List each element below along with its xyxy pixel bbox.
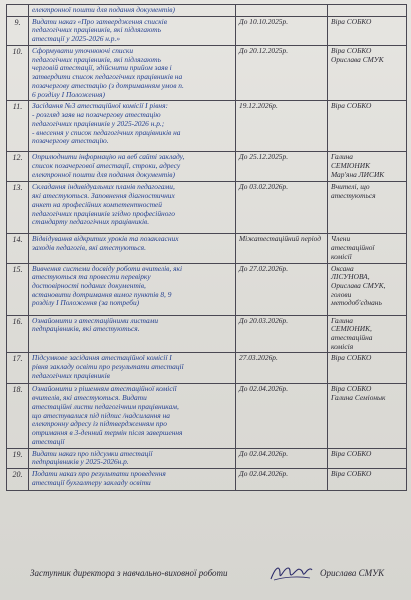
row-number: 14. [7,234,29,263]
responsible-cell [328,152,407,182]
term-cell: До 27.02.2026р. [236,263,328,315]
table-row [7,45,407,100]
task-text-line: Відвідування відкритих уроків та позакласних [32,234,179,244]
task-text-line: - розгляд заяв на позачергову атестацію [32,110,161,120]
responsible-text-line: ЛІСУНОВА, [331,272,370,282]
row-number: 9. [7,16,29,45]
task-text-line: рівня закладу освіти про результати атестації [32,362,184,372]
term-cell: До 02.04.2026р. [236,448,328,468]
responsible-cell [328,263,407,315]
row-number: 12. [7,152,29,182]
attestation-plan-table [6,4,407,491]
task-text-line: атестації бухгалтеру закладу освіти [32,477,151,487]
row-number: 20. [7,469,29,491]
task-text-line: педпрацівників у 2025-2026н.р. [32,457,129,467]
row-number: 19. [7,448,29,468]
responsible-text-line: Члени [331,234,351,244]
task-text-line: - внесення у список педагогічних працівників на [32,127,181,137]
task-text-line: педагогічних працівників, які підлягають [32,54,162,64]
task-cell [29,469,236,491]
term-cell: До 02.04.2026р. [236,384,328,448]
responsible-text-line: Галина Семіонык [331,393,386,403]
term-cell: Міжатестаційний період [236,234,328,263]
table-row [7,234,407,263]
table-row [7,353,407,384]
term-cell: До 03.02.2026р. [236,182,328,234]
task-cell [29,384,236,448]
task-text-line: Сформувати уточнюючі списки [32,45,134,55]
task-text-line: електронної пошти для подання документів) [32,5,175,14]
responsible-text-line: Орислава СМУК [331,54,384,64]
term-cell [236,5,328,17]
row-number: 13. [7,182,29,234]
handwritten-signature [268,562,314,584]
signer-name: Орислава СМУК [320,568,385,578]
task-cell [29,152,236,182]
task-text-line: отримання в 3-денний термін після завершення [32,428,183,438]
task-text-line: вчителів, які атестуються. Видати [32,393,147,403]
task-text-line: Ознайомити з рішенням атестаційної комісії [32,384,177,394]
task-cell [29,5,236,17]
task-text-line: черговій атестації, здійснити прийом заяв і [32,63,172,73]
task-text-line: педагогічних працівників [32,370,110,380]
task-text-line: що атестувалися під підпис /надсилання на [32,410,170,420]
task-text-line: Вивчення системи досвіду роботи вчителів, які [32,263,183,273]
responsible-text-line: атестаційної [331,243,375,253]
task-text-line: затвердити список педагогічних працівників на [32,72,183,82]
task-cell [29,353,236,384]
responsible-text-line: Віра СОБКО [331,16,372,26]
task-text-line: Видати наказ про підсумки атестації [32,448,153,458]
responsible-cell [328,448,407,468]
responsible-cell [328,234,407,263]
task-text-line: 6 розділу І Положення) [32,89,105,99]
table-row [7,384,407,448]
responsible-text-line: голови [331,289,352,299]
signer-role: Заступник директора з навчально-виховної роботи [30,568,228,578]
task-text-line: педагогічних працівників у 2025-2026 н.р.; [32,118,165,128]
responsible-text-line: Віра СОБКО [331,469,372,479]
responsible-text-line: Віра СОБКО [331,45,372,55]
task-text-line: Ознайомити з атестаційними листами [32,315,159,325]
row-number: 16. [7,315,29,353]
task-text-line: атестації у 2025-2026 н.р.» [32,34,121,44]
task-cell [29,448,236,468]
table-row [7,16,407,45]
responsible-text-line: Вчителі, що [331,182,370,192]
task-text-line: атестації [32,436,65,446]
responsible-text-line: комісія [331,341,354,351]
task-text-line: розділу І Положення (за потреби) [32,298,140,308]
task-text-line: електронну адресу із підтвердженням про [32,419,167,429]
responsible-text-line: комісії [331,251,352,261]
row-number: 11. [7,101,29,152]
table-row [7,448,407,468]
responsible-text-line: Орислава СМУК, [331,281,386,291]
row-number: 18. [7,384,29,448]
responsible-cell [328,384,407,448]
responsible-text-line: Віра СОБКО [331,384,372,394]
task-text-line: Подати наказ про результати проведення [32,469,166,479]
term-cell: До 20.12.2025р. [236,45,328,100]
responsible-text-line: Віра СОБКО [331,448,372,458]
term-cell: 27.03.2026р. [236,353,328,384]
term-cell: До 10.10.2025р. [236,16,328,45]
task-text-line: заходів педагогів, які атестуються. [32,243,146,253]
task-text-line: атестаційні листи педагогічним працівникам, [32,401,179,411]
row-number: 10. [7,45,29,100]
task-text-line: електронної пошти для подання документів) [32,169,175,179]
table-row [7,315,407,353]
task-text-line: Складання індивідуальних планів педагогами, [32,182,175,192]
task-text-line: встановити дотримання вимог пунктів 8, 9 [32,289,172,299]
term-cell: До 25.12.2025р. [236,152,328,182]
responsible-text-line: Віра СОБКО [331,353,372,363]
task-text-line: Підсумкове засідання атестаційної комісії І [32,353,172,363]
table-row [7,101,407,152]
table-row [7,182,407,234]
task-text-line: атестуються та провести перевірку [32,272,151,282]
responsible-text-line: СЕМІОНИК [331,161,370,171]
task-text-line: позачергову атестацію (з дотриманням умов п. [32,80,184,90]
responsible-cell [328,5,407,17]
responsible-text-line: атестаційна [331,333,373,343]
row-number: 15. [7,263,29,315]
responsible-text-line: Віра СОБКО [331,101,372,111]
task-text-line: позачергову атестацію. [32,136,109,146]
responsible-cell [328,182,407,234]
responsible-cell [328,101,407,152]
task-cell [29,263,236,315]
responsible-text-line: СЕМІОНИК, [331,324,372,334]
responsible-cell [328,16,407,45]
task-cell [29,101,236,152]
table-row [7,5,407,17]
table-row [7,263,407,315]
task-text-line: які атестуються. Заповнення діагностичних [32,191,175,201]
task-text-line: педагогічних працівників, які підлягають [32,25,162,35]
task-text-line: Оприлюднити інформацію на веб сайті закладу, [32,152,185,162]
term-cell: 19.12.2026р. [236,101,328,152]
responsible-text-line: методоб'єднань [331,298,382,308]
task-text-line: анкет на професійних компетентностей [32,199,163,209]
task-cell [29,45,236,100]
responsible-cell [328,353,407,384]
responsible-cell [328,45,407,100]
task-text-line: достовірності поданих документів, [32,281,146,291]
task-text-line: педпрацівників, які атестуються. [32,324,140,334]
responsible-cell [328,469,407,491]
term-cell: До 20.03.2026р. [236,315,328,353]
task-text-line: список позачергової атестації, строки, адресу [32,161,181,171]
table-row [7,152,407,182]
task-text-line: Видати наказ «Про затвердження списків [32,16,167,26]
responsible-text-line: атестуються [331,191,376,201]
task-cell [29,315,236,353]
responsible-cell [328,315,407,353]
responsible-text-line: Мар'яна ЛИСИК [331,169,385,179]
task-cell [29,16,236,45]
responsible-text-line: Галина [331,152,353,162]
task-cell [29,234,236,263]
task-text-line: педагогічних працівників згідно професійного [32,208,175,218]
table-row [7,469,407,491]
responsible-text-line: Галина [331,315,353,325]
task-text-line: Засідання №3 атестаційної комісії І рівня: [32,101,168,111]
responsible-text-line: Оксана [331,263,354,273]
task-cell [29,182,236,234]
row-number: 17. [7,353,29,384]
term-cell: До 02.04.2026р. [236,469,328,491]
row-number [7,5,29,17]
task-text-line: стандарту педагогічних працівників. [32,217,150,227]
